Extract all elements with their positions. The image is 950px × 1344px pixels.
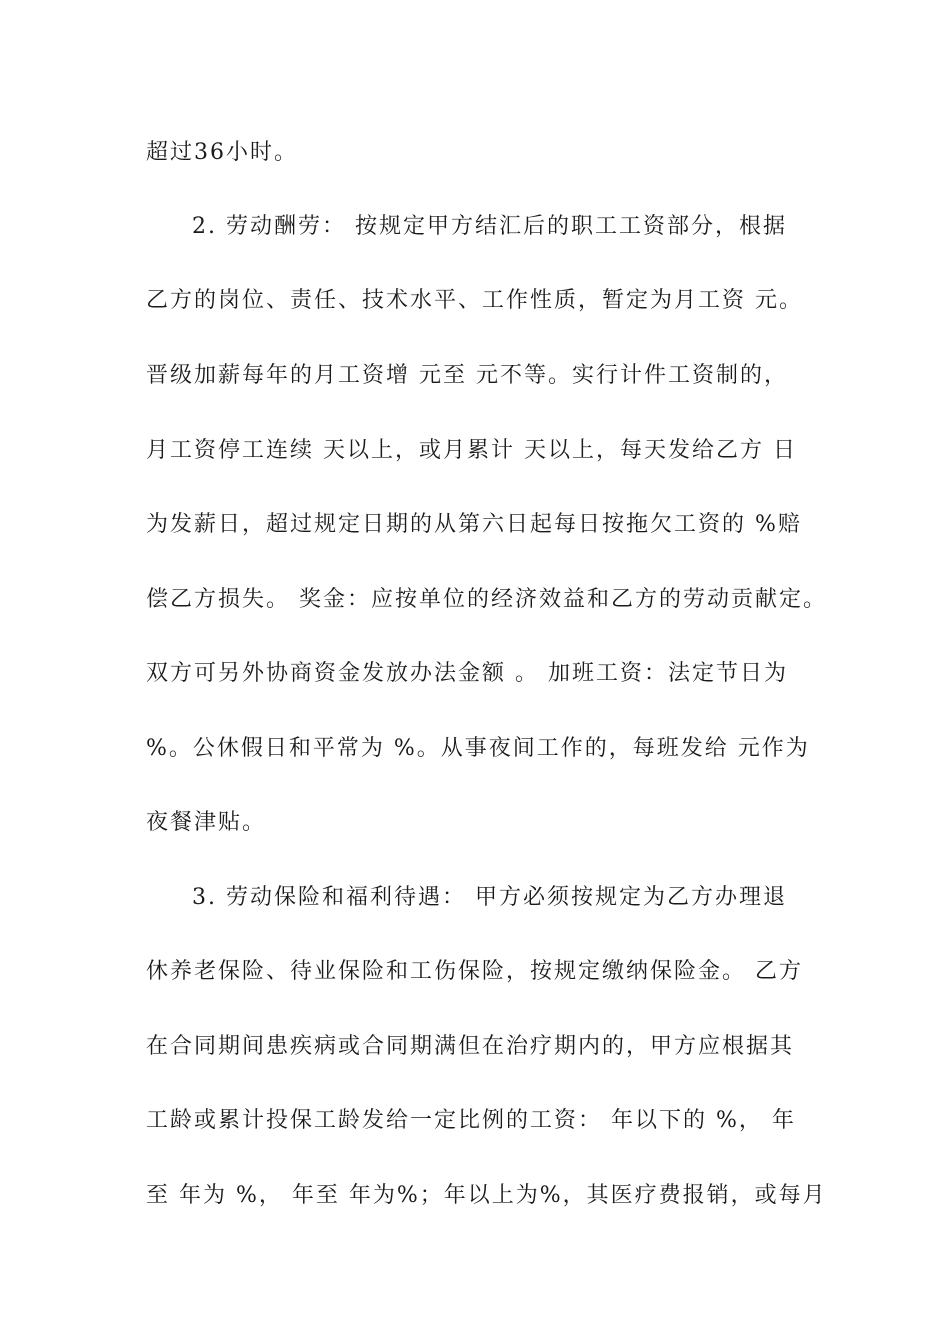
text-line: 偿乙方损失。 奖金：应按单位的经济效益和乙方的劳动贡献定。 [146,587,827,612]
text-line: 为发薪日，超过规定日期的从第六日起每日按拖欠工资的 %赔 [146,512,802,537]
text-line: 在合同期间患疾病或合同期满但在治疗期内的，甲方应根据其 [146,1034,795,1059]
text-line: 夜餐津贴。 [146,810,267,835]
paragraph-2-start: 2. 劳动酬劳： 按规定甲方结汇后的职工工资部分，根据 [192,214,787,239]
text-line: 月工资停工连续 天以上，或月累计 天以上，每天发给乙方 日 [146,438,797,463]
text-line: 工龄或累计投保工龄发给一定比例的工资： 年以下的 %， 年 [146,1108,796,1133]
text-line: 双方可另外协商资金发放办法金额 。 加班工资：法定节日为 [146,661,788,686]
text-line: 至 年为 %， 年至 年为%；年以上为%，其医疗费报销，或每月 [146,1183,827,1208]
text-line: 超过36小时。 [146,140,298,165]
text-line: 晋级加薪每年的月工资增 元至 元不等。实行计件工资制的， [146,363,788,388]
text-line: %。公休假日和平常为 %。从事夜间工作的，每班发给 元作为 [146,736,810,761]
paragraph-3-start: 3. 劳动保险和福利待遇： 甲方必须按规定为乙方办理退 [192,885,787,910]
text-line: 休养老保险、待业保险和工伤保险，按规定缴纳保险金。 乙方 [146,959,803,984]
text-line: 乙方的岗位、责任、技术水平、工作性质，暂定为月工资 元。 [146,288,803,313]
